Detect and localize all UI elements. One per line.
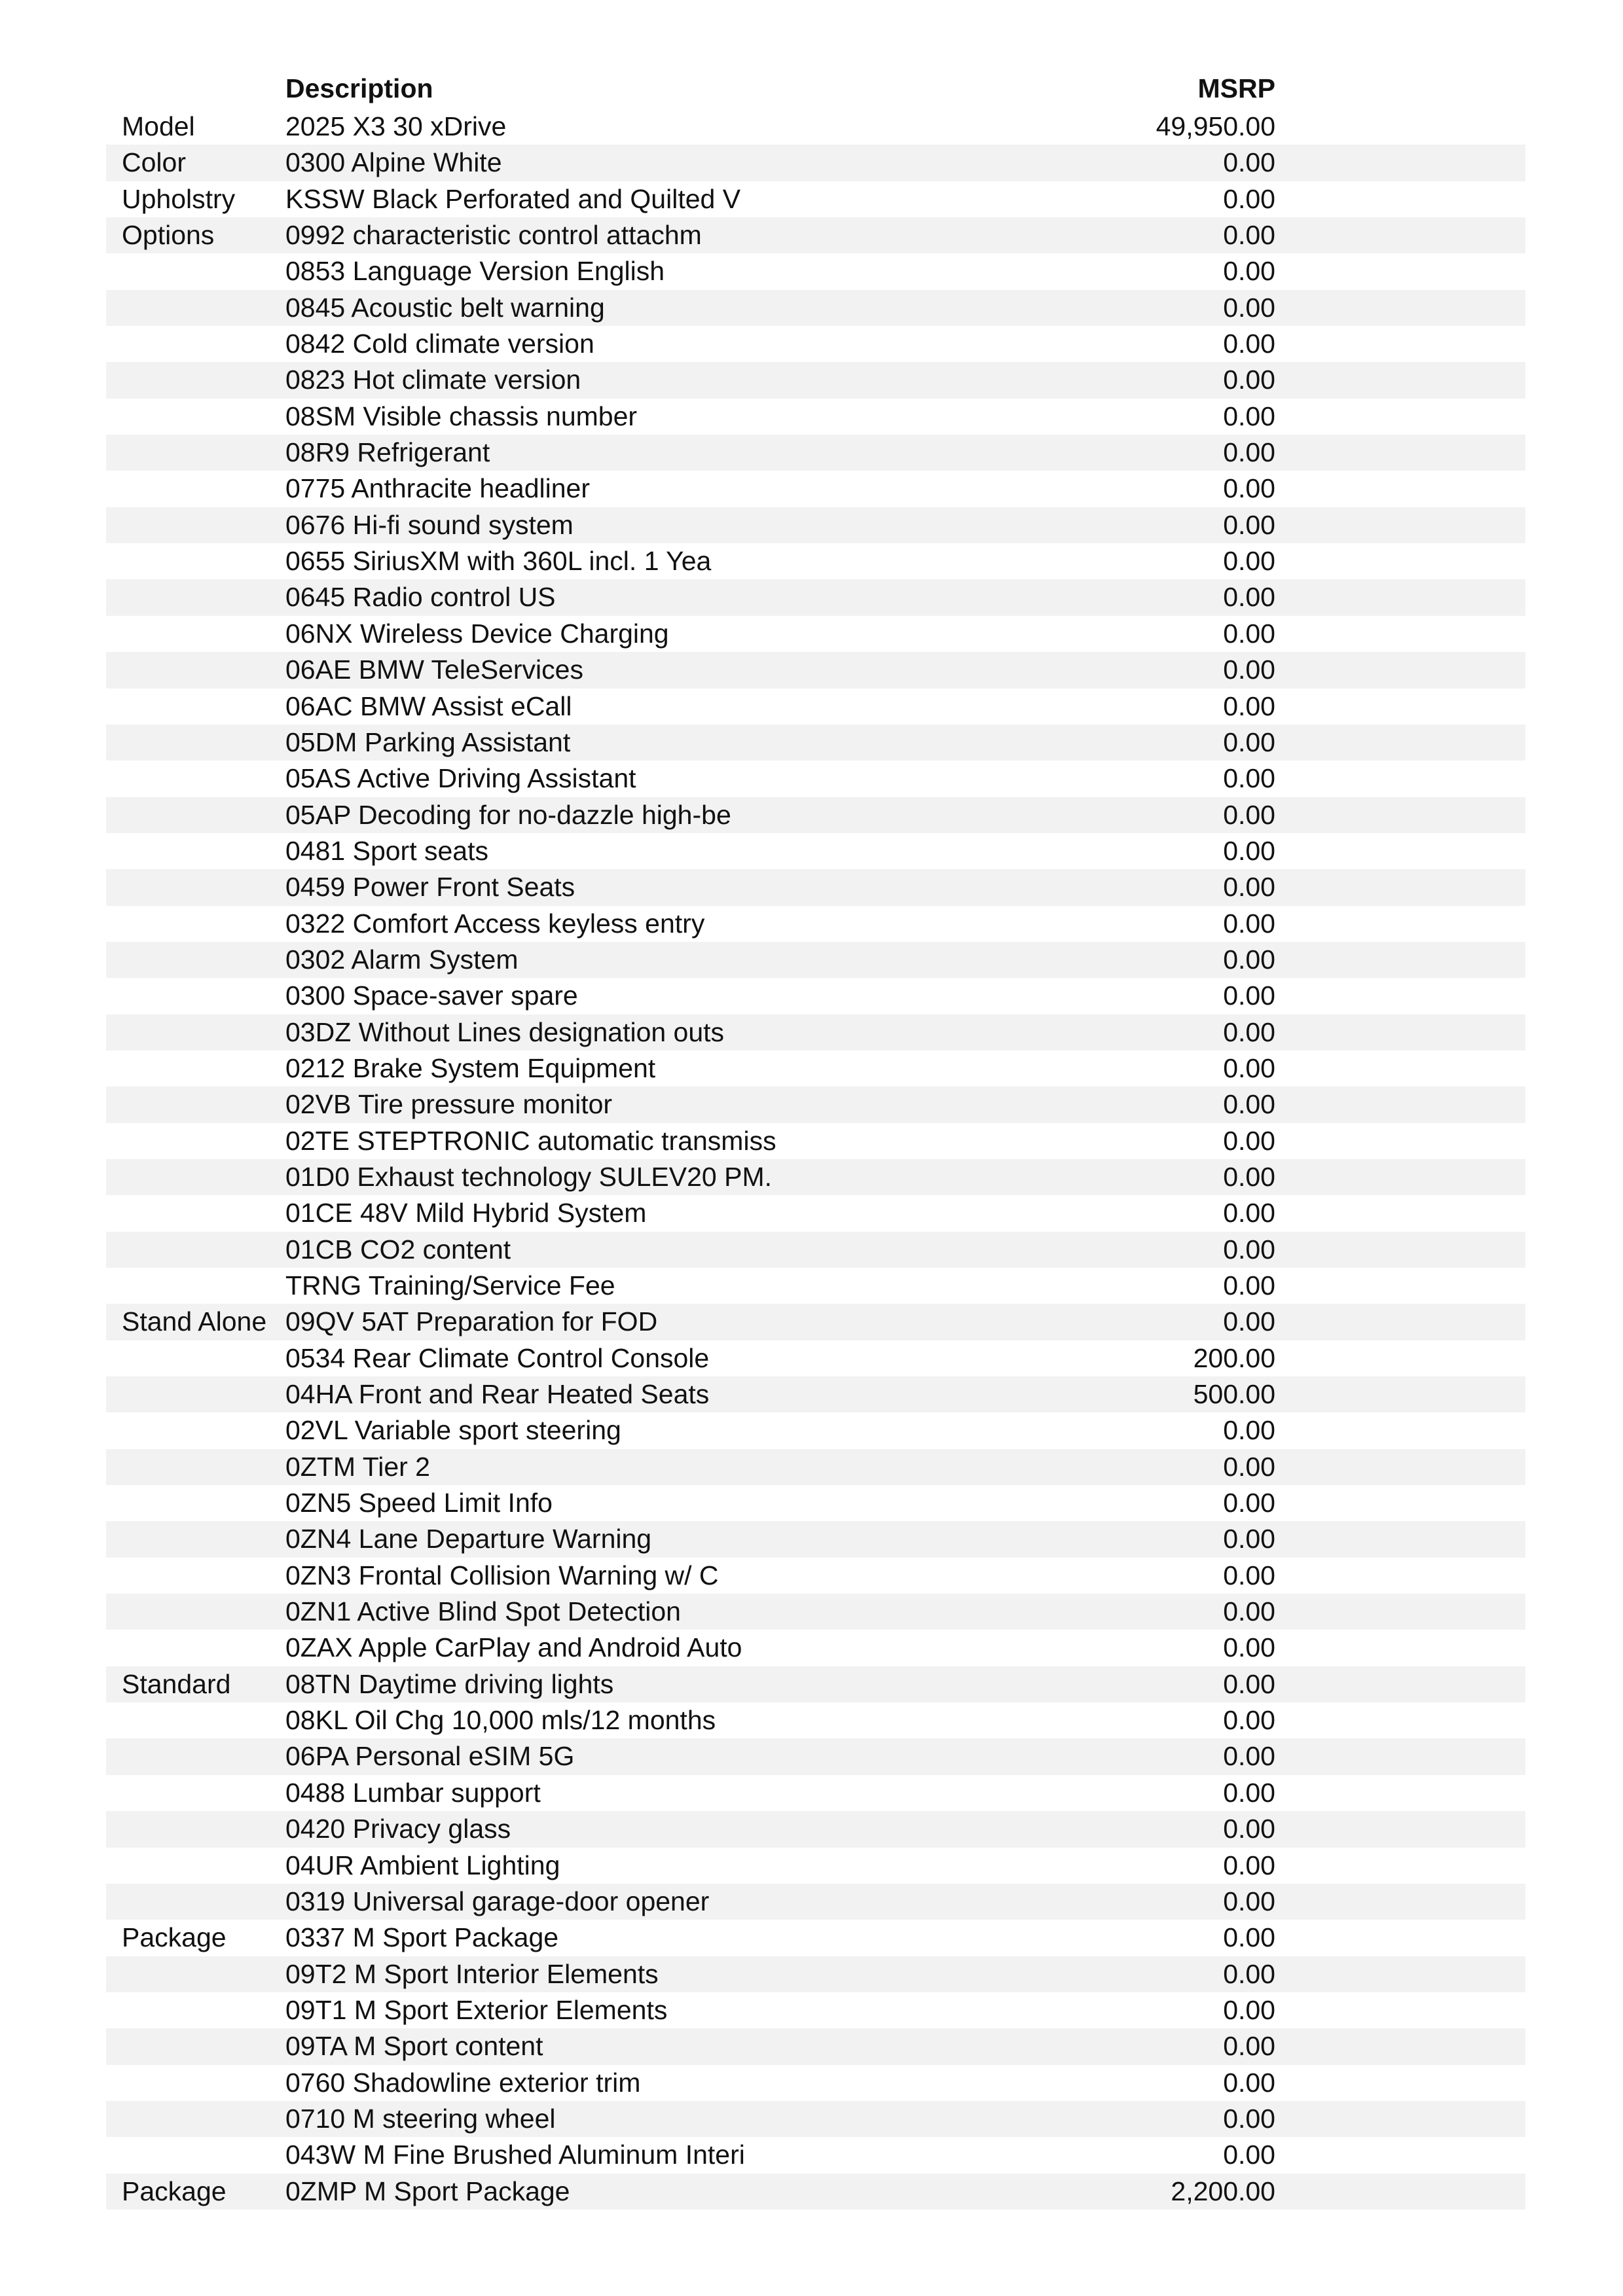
row-category: Package — [122, 2176, 227, 2206]
table-row — [106, 1014, 1525, 1050]
row-description: 0300 Space-saver spare — [285, 980, 578, 1011]
row-description: 0488 Lumbar support — [285, 1777, 541, 1808]
table-row — [106, 1195, 1525, 1231]
table-row — [106, 181, 1525, 217]
row-description: 0481 Sport seats — [285, 835, 488, 866]
row-description: 0845 Acoustic belt warning — [285, 292, 605, 323]
row-description: 09TA M Sport content — [285, 2031, 543, 2062]
table-row — [106, 1920, 1525, 1956]
row-price: 0.00 — [1223, 2031, 1275, 2062]
row-description: 08TN Daytime driving lights — [285, 1668, 614, 1699]
row-price: 0.00 — [1223, 509, 1275, 540]
row-description: 0760 Shadowline exterior trim — [285, 2067, 641, 2098]
row-category: Model — [122, 111, 195, 141]
row-price: 0.00 — [1223, 1958, 1275, 1989]
row-description: 0ZN1 Active Blind Spot Detection — [285, 1596, 681, 1627]
row-price: 0.00 — [1223, 944, 1275, 975]
table-row — [106, 435, 1525, 471]
table-row — [106, 942, 1525, 978]
msrp-column-header: MSRP — [1197, 73, 1275, 103]
table-row — [106, 1485, 1525, 1521]
row-description: 0337 M Sport Package — [285, 1922, 559, 1953]
row-description: 0ZAX Apple CarPlay and Android Auto — [285, 1632, 742, 1663]
table-row — [106, 2101, 1525, 2137]
row-description: 01CB CO2 content — [285, 1234, 511, 1265]
table-row — [106, 290, 1525, 326]
table-row — [106, 2065, 1525, 2101]
table-row — [106, 616, 1525, 652]
row-price: 0.00 — [1223, 256, 1275, 287]
row-price: 0.00 — [1223, 872, 1275, 903]
table-row — [106, 543, 1525, 579]
row-description: 08KL Oil Chg 10,000 mls/12 months — [285, 1705, 716, 1736]
table-row — [106, 326, 1525, 362]
row-price: 0.00 — [1223, 726, 1275, 757]
row-description: 06AC BMW Assist eCall — [285, 691, 572, 721]
row-category: Upholstry — [122, 183, 236, 214]
row-description: 0420 Privacy glass — [285, 1814, 511, 1844]
row-price: 0.00 — [1223, 1994, 1275, 2025]
table-header — [106, 73, 1525, 109]
table-row — [106, 1848, 1525, 1884]
table-row — [106, 652, 1525, 688]
row-description: 0534 Rear Climate Control Console — [285, 1342, 710, 1373]
row-description: 0655 SiriusXM with 360L incl. 1 Yea — [285, 546, 712, 577]
table-row — [106, 2174, 1525, 2210]
row-category: Color — [122, 147, 186, 178]
row-price: 0.00 — [1223, 1234, 1275, 1265]
row-price: 0.00 — [1223, 1125, 1275, 1156]
table-row — [106, 1630, 1525, 1666]
row-price: 0.00 — [1223, 437, 1275, 468]
row-price: 0.00 — [1223, 1270, 1275, 1300]
row-description: 0823 Hot climate version — [285, 365, 581, 395]
row-price: 0.00 — [1223, 1668, 1275, 1699]
row-price: 0.00 — [1223, 655, 1275, 685]
row-description: 05AP Decoding for no-dazzle high-be — [285, 799, 731, 830]
table-row — [106, 1521, 1525, 1557]
row-description: 0212 Brake System Equipment — [285, 1052, 656, 1083]
row-price: 0.00 — [1223, 2103, 1275, 2134]
row-price: 0.00 — [1223, 1922, 1275, 1953]
row-description: 043W M Fine Brushed Aluminum Interi — [285, 2140, 745, 2170]
row-description: 08R9 Refrigerant — [285, 437, 490, 468]
row-price: 0.00 — [1223, 799, 1275, 830]
table-row — [106, 1956, 1525, 1992]
table-row — [106, 1304, 1525, 1340]
row-price: 0.00 — [1223, 1052, 1275, 1083]
row-price: 0.00 — [1223, 1741, 1275, 1772]
row-description: 0842 Cold climate version — [285, 329, 594, 359]
row-price: 0.00 — [1223, 292, 1275, 323]
table-row — [106, 1412, 1525, 1448]
row-description: 0300 Alpine White — [285, 147, 502, 178]
table-row — [106, 109, 1525, 145]
row-description: 04HA Front and Rear Heated Seats — [285, 1379, 710, 1410]
row-price: 0.00 — [1223, 147, 1275, 178]
row-description: 02VL Variable sport steering — [285, 1415, 621, 1446]
row-description: TRNG Training/Service Fee — [285, 1270, 615, 1300]
table-row — [106, 507, 1525, 543]
row-price: 0.00 — [1223, 763, 1275, 794]
row-price: 0.00 — [1223, 835, 1275, 866]
table-row — [106, 471, 1525, 507]
row-description: 04UR Ambient Lighting — [285, 1850, 560, 1880]
row-price: 0.00 — [1223, 1814, 1275, 1844]
table-row — [106, 399, 1525, 435]
description-column-header: Description — [285, 73, 433, 103]
table-row — [106, 1594, 1525, 1630]
row-price: 0.00 — [1223, 401, 1275, 431]
row-price: 0.00 — [1223, 1016, 1275, 1047]
row-price: 0.00 — [1223, 1161, 1275, 1192]
table-row — [106, 1159, 1525, 1195]
row-price: 0.00 — [1223, 908, 1275, 939]
row-description: 01D0 Exhaust technology SULEV20 PM. — [285, 1161, 772, 1192]
row-price: 0.00 — [1223, 329, 1275, 359]
row-price: 0.00 — [1223, 220, 1275, 251]
row-description: 0319 Universal garage-door opener — [285, 1886, 710, 1916]
row-description: 0ZN5 Speed Limit Info — [285, 1488, 553, 1518]
table-row — [106, 978, 1525, 1014]
row-description: 0775 Anthracite headliner — [285, 473, 591, 504]
table-row — [106, 1775, 1525, 1811]
row-price: 0.00 — [1223, 1632, 1275, 1663]
table-row — [106, 1811, 1525, 1847]
table-row — [106, 2028, 1525, 2064]
table-row — [106, 833, 1525, 869]
row-description: 0322 Comfort Access keyless entry — [285, 908, 705, 939]
row-description: 05AS Active Driving Assistant — [285, 763, 636, 794]
table-row — [106, 1123, 1525, 1159]
row-description: 0ZMP M Sport Package — [285, 2176, 570, 2206]
row-description: 03DZ Without Lines designation outs — [285, 1016, 725, 1047]
table-row — [106, 1050, 1525, 1086]
row-description: 0710 M steering wheel — [285, 2103, 556, 2134]
table-row — [106, 1702, 1525, 1738]
table-row — [106, 1449, 1525, 1485]
row-description: 09T1 M Sport Exterior Elements — [285, 1994, 668, 2025]
row-price: 0.00 — [1223, 1596, 1275, 1627]
row-price: 0.00 — [1223, 183, 1275, 214]
row-price: 49,950.00 — [1156, 111, 1275, 141]
row-description: 05DM Parking Assistant — [285, 726, 571, 757]
row-category: Package — [122, 1922, 227, 1953]
row-category: Standard — [122, 1668, 231, 1699]
row-category: Options — [122, 220, 215, 251]
table-row — [106, 725, 1525, 761]
row-description: 02TE STEPTRONIC automatic transmiss — [285, 1125, 776, 1156]
row-price: 500.00 — [1193, 1379, 1275, 1410]
row-price: 0.00 — [1223, 546, 1275, 577]
row-price: 0.00 — [1223, 1705, 1275, 1736]
row-price: 0.00 — [1223, 618, 1275, 649]
row-price: 0.00 — [1223, 1198, 1275, 1229]
table-row — [106, 797, 1525, 833]
table-row — [106, 1666, 1525, 1702]
row-description: 09QV 5AT Preparation for FOD — [285, 1306, 658, 1337]
row-description: 0302 Alarm System — [285, 944, 519, 975]
row-description: 0ZTM Tier 2 — [285, 1451, 430, 1482]
row-price: 0.00 — [1223, 691, 1275, 721]
row-price: 0.00 — [1223, 1306, 1275, 1337]
row-description: 0853 Language Version English — [285, 256, 665, 287]
row-price: 0.00 — [1223, 473, 1275, 504]
row-category: Stand Alone — [122, 1306, 267, 1337]
row-price: 0.00 — [1223, 582, 1275, 613]
row-description: 02VB Tire pressure monitor — [285, 1089, 613, 1120]
table-row — [106, 1086, 1525, 1122]
row-description: 06NX Wireless Device Charging — [285, 618, 669, 649]
row-price: 0.00 — [1223, 1415, 1275, 1446]
row-price: 0.00 — [1223, 1777, 1275, 1808]
row-description: 0459 Power Front Seats — [285, 872, 575, 903]
row-description: 06PA Personal eSIM 5G — [285, 1741, 575, 1772]
row-price: 0.00 — [1223, 1089, 1275, 1120]
row-price: 0.00 — [1223, 1850, 1275, 1880]
row-description: 06AE BMW TeleServices — [285, 655, 583, 685]
row-description: 0ZN3 Frontal Collision Warning w/ C — [285, 1560, 719, 1590]
row-price: 0.00 — [1223, 1488, 1275, 1518]
row-description: 01CE 48V Mild Hybrid System — [285, 1198, 647, 1229]
msrp-table — [106, 73, 1525, 2210]
table-row — [106, 761, 1525, 797]
row-price: 0.00 — [1223, 1886, 1275, 1916]
table-row — [106, 1558, 1525, 1594]
table-row — [106, 1340, 1525, 1376]
row-price: 0.00 — [1223, 365, 1275, 395]
row-description: 0645 Radio control US — [285, 582, 556, 613]
row-price: 0.00 — [1223, 2140, 1275, 2170]
table-row — [106, 906, 1525, 942]
table-row — [106, 362, 1525, 398]
row-price: 0.00 — [1223, 1451, 1275, 1482]
table-row — [106, 145, 1525, 181]
row-price: 0.00 — [1223, 1524, 1275, 1554]
table-row — [106, 2137, 1525, 2173]
row-price: 0.00 — [1223, 980, 1275, 1011]
row-price: 2,200.00 — [1171, 2176, 1275, 2206]
row-description: 09T2 M Sport Interior Elements — [285, 1958, 659, 1989]
table-row — [106, 253, 1525, 289]
table-row — [106, 689, 1525, 725]
row-description: 0ZN4 Lane Departure Warning — [285, 1524, 652, 1554]
row-price: 0.00 — [1223, 2067, 1275, 2098]
row-price: 200.00 — [1193, 1342, 1275, 1373]
table-row — [106, 1738, 1525, 1774]
table-row — [106, 1232, 1525, 1268]
row-description: KSSW Black Perforated and Quilted V — [285, 183, 741, 214]
row-description: 0992 characteristic control attachm — [285, 220, 702, 251]
table-row — [106, 869, 1525, 905]
table-row — [106, 1376, 1525, 1412]
row-description: 0676 Hi-fi sound system — [285, 509, 574, 540]
table-row — [106, 1884, 1525, 1920]
row-description: 2025 X3 30 xDrive — [285, 111, 507, 141]
row-price: 0.00 — [1223, 1560, 1275, 1590]
table-body — [106, 109, 1525, 2210]
table-row — [106, 1992, 1525, 2028]
table-row — [106, 579, 1525, 615]
row-description: 08SM Visible chassis number — [285, 401, 638, 431]
table-row — [106, 1268, 1525, 1304]
table-row — [106, 217, 1525, 253]
